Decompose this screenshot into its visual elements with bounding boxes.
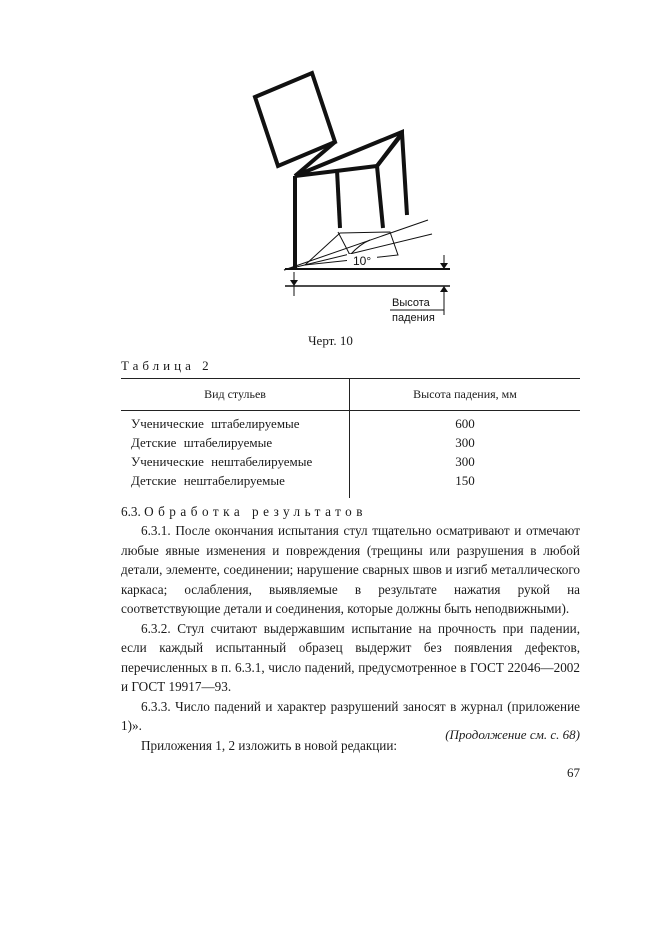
page-number: 67: [567, 765, 580, 780]
table-cell-chair-type: Детские нештабелируемые: [131, 473, 285, 488]
drop-height-table: [121, 378, 580, 498]
angle-label: 10°: [353, 254, 372, 268]
paragraph-appendices: Приложения 1, 2 изложить в новой редакции:: [141, 737, 398, 753]
table-cell-drop-height: 300: [455, 435, 475, 450]
table-header-drop-height: Высота падения, мм: [413, 387, 517, 401]
paragraph-6-3-3: 6.3.3. Число падений и характер разрушений заносят в журнал (приложение 1)».: [121, 698, 580, 733]
body-text: [121, 521, 580, 755]
table-row: [121, 473, 580, 492]
height-label-line1: Высота: [392, 297, 430, 309]
continuation-note: (Продолжение см. с. 68): [445, 727, 580, 742]
table-cell-drop-height: 150: [455, 473, 475, 488]
table-row: [121, 454, 580, 473]
section-number: 6.3.: [121, 504, 141, 519]
table-cell-chair-type: Ученические нештабелируемые: [131, 454, 313, 469]
chair-drop-figure: [250, 70, 460, 330]
section-title: Обработка результатов: [144, 504, 367, 519]
table-header-chair-type: Вид стульев: [204, 387, 266, 401]
figure-caption: Черт. 10: [308, 333, 353, 348]
table-cell-drop-height: 600: [455, 416, 475, 431]
table-cell-chair-type: Ученические штабелируемые: [131, 416, 300, 431]
height-label-line2: падения: [392, 312, 435, 324]
table-cell-drop-height: 300: [455, 454, 475, 469]
table-cell-chair-type: Детские штабелируемые: [131, 435, 273, 450]
paragraph-6-3-1: 6.3.1. После окончания испытания стул тщательно осматривают и отмечают любые явные изменения и повреждения (трещины или разрушения в любой детали, элементе, соединении; нарушение сварных швов и изгиб металлического каркаса; ослабления, выявляемые в результате нажатия рукой на соответствующие детали и соединения, которые должны быть неподвижными).: [121, 523, 580, 616]
section-heading: [121, 502, 580, 522]
table-row: [121, 416, 580, 435]
table-row: [121, 435, 580, 454]
paragraph-6-3-2: 6.3.2. Стул считают выдержавшим испытание на прочность при падении, если каждый испытанный образец выдержит без появления дефектов, перечисленных в п. 6.3.1, число падений, предусмотренное в ГОСТ 22046—2002 и ГОСТ 19917—93.: [121, 620, 580, 694]
table-title: Таблица 2: [121, 358, 213, 373]
chair-drop-diagram: [250, 70, 460, 330]
